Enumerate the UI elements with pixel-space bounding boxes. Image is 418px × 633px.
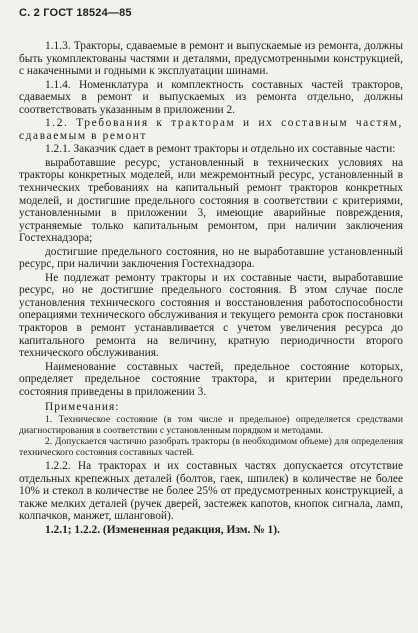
paragraph-worn-out: выработавшие ресурс, установленный в технических условиях на тракторы конкретных моделей, или межремонтный ресурс, установленный в технических требованиях на капитальный ремонт тракторов конкретных моделей, и достигшие предельного состояния в соответствии с критериями, установленными в приложении 3, имеющие аварийные повреждения, устраняемые только капитальным ремонтом, при наличии заключения Гостехнадзора;	[19, 156, 403, 245]
paragraph-names: Наименование составных частей, предельное состояние которых, определяет предельное состояние трактора, и критерии предельного состояния приведены в приложении 3.	[19, 360, 403, 398]
page-header: С. 2 ГОСТ 18524—85	[19, 7, 132, 19]
notes-title: Примечания:	[45, 401, 120, 414]
paragraph-1-2-2: 1.2.2. На тракторах и их составных частях допускается отсутствие отдельных крепежных деталей (болтов, гаек, шпилек) в количестве не более 10% и стекол в количестве не более 25% от предусмотренных конструкцией, а также мелких деталей (ручек дверей, застежек капотов, кнопок сигнала, ламп, колпачков, манжет, шланговой).	[19, 460, 403, 523]
note-1: 1. Техническое состояние (в том числе и предельное) определяется средствами диагностирования в соответствии с установленным порядком и методами.	[19, 413, 403, 436]
document-body	[19, 40, 403, 537]
paragraph-not-subject: Не подлежат ремонту тракторы и их составные части, выработавшие ресурс, но не достигшие предельного состояния. В этом случае после установления технического состояния и восстановления работоспособности операциями технического обслуживания и текущего ремонта срок постановки тракторов в ремонт устанавливается с учетом увеличения ресурса до капитального ремонта на величину, кратную периодичности второго технического обслуживания.	[19, 271, 403, 360]
paragraph-limit-state: достигшие предельного состояния, но не выработавшие установленный ресурс, при наличии заключения Гостехнадзора.	[19, 245, 403, 271]
paragraph-1-1-3: 1.1.3. Тракторы, сдаваемые в ремонт и выпускаемые из ремонта, должны быть укомплектованы частями и деталями, предусмотренными конструкцией, с накаченными и годными к эксплуатации шинами.	[19, 40, 403, 78]
revision-note: 1.2.1; 1.2.2. (Измененная редакция, Изм. № 1).	[45, 523, 280, 536]
paragraph-1-2-1: 1.2.1. Заказчик сдает в ремонт тракторы и отдельно их составные части:	[45, 143, 396, 156]
paragraph-1-1-4: 1.1.4. Номенклатура и комплектность составных частей тракторов, сдаваемых в ремонт и выпускаемых из ремонта отдельно, должны соответствовать указанным в приложении 2.	[19, 78, 403, 116]
section-heading-1-2: 1.2. Требования к тракторам и их составным частям, сдаваемым в ремонт	[19, 117, 403, 142]
note-2: 2. Допускается частично разобрать тракторы (в необходимом объеме) для определения технического состояния составных частей.	[19, 436, 403, 459]
